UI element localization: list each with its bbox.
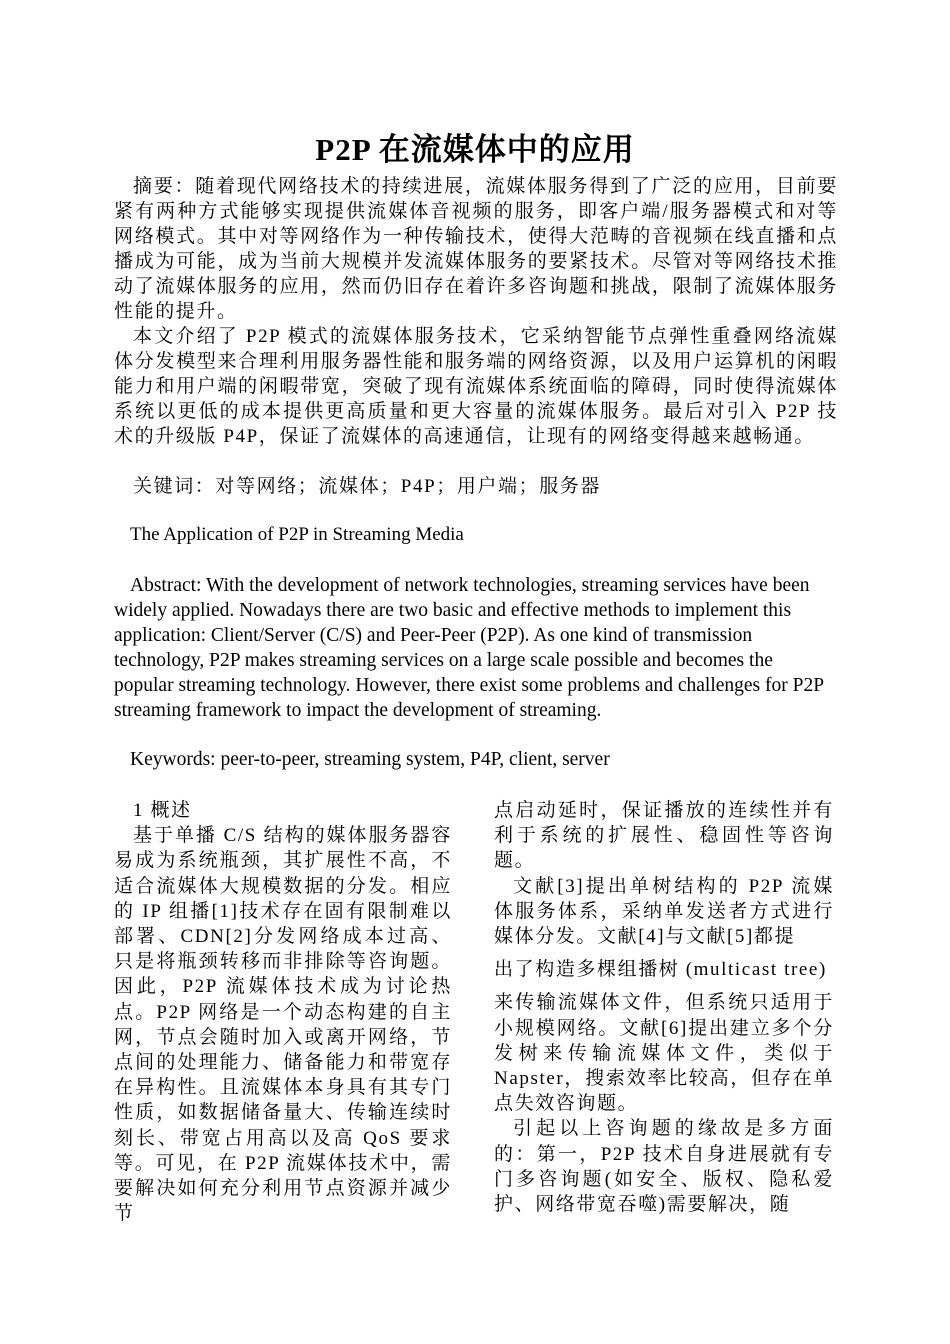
english-title: The Application of P2P in Streaming Media — [130, 524, 464, 545]
abstract-cn — [114, 174, 838, 324]
right-column-paragraph-2c: 来传输流媒体文件，但系统只适用于小规模网络。文献[6]提出建立多个分发树来传输流媒体文件，类似于 Napster，搜索效率比较高，但存在单点失效咨询题。 — [494, 992, 834, 1115]
left-column — [114, 798, 452, 1226]
section-heading: 1 概述 — [133, 800, 192, 821]
abstract-cn-text: 摘要：随着现代网络技术的持续进展，流媒体服务得到了广泛的应用，目前要紧有两种方式能够实现提供流媒体音视频的服务，即客户端/服务器模式和对等网络模式。其中对等网络作为一种传输技术，使得大范畴的音视频在线直播和点播成为可能，成为当前大规模并发流媒体服务的要紧技术。尽管对等网络技术推动了流媒体服务的应用，然而仍旧存在着许多咨询题和挑战，限制了流媒体服务性能的提升。 — [114, 176, 838, 322]
right-column — [494, 798, 834, 1217]
right-column-paragraph-2a: 文献[3]提出单树结构的 P2P 流媒体服务体系，采纳单发送者方式进行媒体分发。文献[4]与文献[5]都提 — [494, 875, 834, 948]
right-column-paragraph-1: 点启动延时，保证播放的连续性并有利于系统的扩展性、稳固性等咨询题。 — [494, 800, 834, 872]
keywords-cn: 关键词：对等网络；流媒体；P4P；用户端；服务器 — [133, 476, 602, 497]
intro-cn — [114, 324, 838, 449]
left-column-paragraph: 基于单播 C/S 结构的媒体服务器容易成为系统瓶颈，其扩展性不高，不适合流媒体大规模数据的分发。相应的 IP 组播[1]技术存在固有限制难以部署、CDN[2]分发网络成本过高、只是将瓶颈转移而非排除等咨询题。因此，P2P 流媒体技术成为讨论热点。P2P 网络是一个动态构建的自主网，节点会随时加入或离开网络，节点间的处理能力、储备能力和带宽存在异构性。且流媒体本身具有其专门性质，如数据储备量大、传输连续时刻长、带宽占用高以及高 QoS 要求等。可见，在 P2P 流媒体技术中，需要解决如何充分利用节点资源并减少节 — [114, 825, 452, 1225]
english-keywords: Keywords: peer-to-peer, streaming system, P4P, client, server — [130, 749, 610, 770]
right-column-paragraph-3: 引起以上咨询题的缘故是多方面的：第一，P2P 技术自身进展就有专门多咨询题(如安全、版权、隐私爱护、网络带宽吞噬)需要解决，随 — [494, 1118, 834, 1216]
page-title: P2P 在流媒体中的应用 — [315, 132, 635, 167]
right-column-paragraph-2b: 出了构造多棵组播树 (multicast tree) — [494, 959, 827, 981]
intro-cn-text: 本文介绍了 P2P 模式的流媒体服务技术，它采纳智能节点弹性重叠网络流媒体分发模型来合理利用服务器性能和服务端的网络资源，以及用户运算机的闲暇能力和用户端的闲暇带宽，突破了现有流媒体系统面临的障碍，同时使得流媒体系统以更低的成本提供更高质量和更大容量的流媒体服务。最后对引入 P2P 技术的升级版 P4P，保证了流媒体的高速通信，让现有的网络变得越来越畅通。 — [114, 326, 838, 447]
english-abstract: Abstract: With the development of network technologies, streaming services have been widely applied. Nowadays there are two basic and effective methods to implement this application: Client/Server (C/S) and Peer-Peer (P2P). As one kind of transmission technology, P2P makes streaming services on a large scale possible and becomes the popular streaming technology. However, there exist some problems and challenges for P2P streaming framework to impact the development of streaming. — [114, 575, 824, 721]
